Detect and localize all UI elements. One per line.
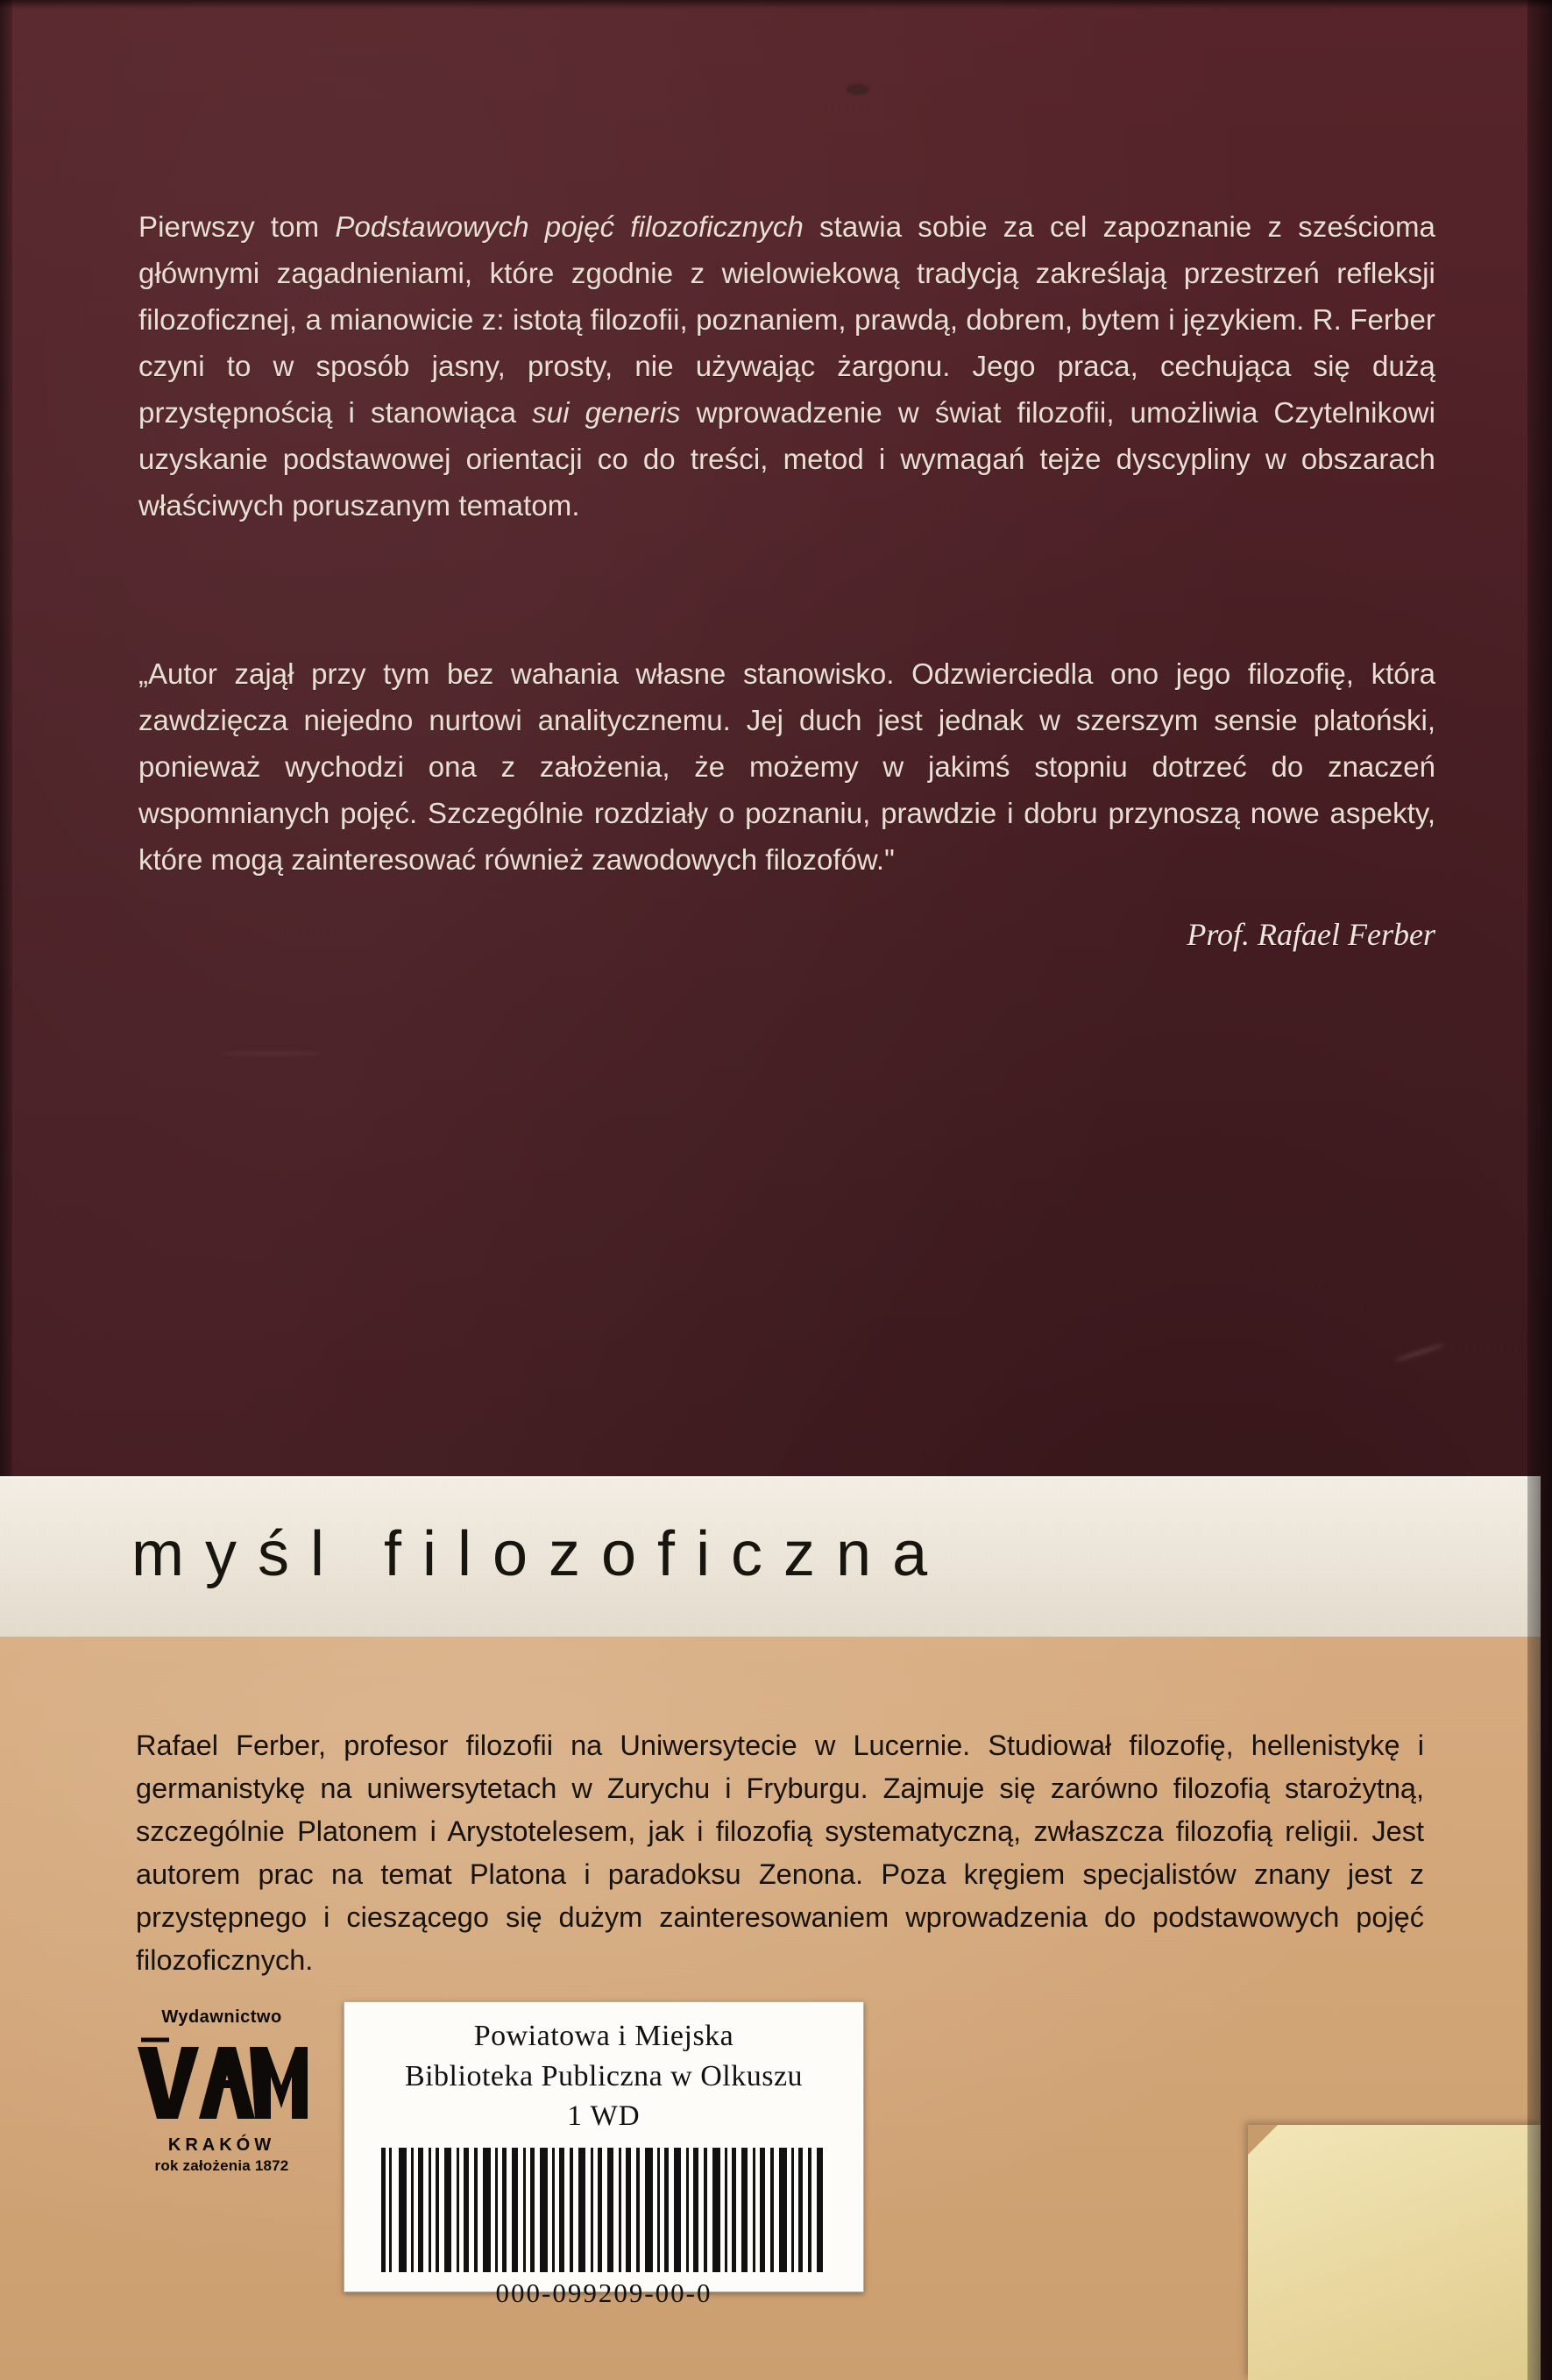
publisher-city: KRAKÓW [167, 2135, 276, 2155]
author-quote: „Autor zajął przy tym bez wahania własne stanowisko. Odzwierciedla ono jego filozofię, która zawdzięcza niejedno nurtowi analitycznemu. Jej duch jest jednak w szerszym sensie platoński, ponieważ wychodzi ona z założenia, że możemy w jakimś stopniu dotrzeć do znaczeń wspomnianych pojęć. Szczególnie rozdziały o poznaniu, prawdzie i dobru przynoszą nowe aspekty, które mogą zainteresować również zawodowych filozofów." [138, 657, 1435, 876]
publisher-logo [125, 2007, 318, 2175]
series-band [0, 1476, 1541, 1637]
barcode-number: 000-099209-00-0 [495, 2277, 712, 2308]
publisher-label: Wydawnictwo [161, 2007, 282, 2027]
barcode-icon [376, 2144, 832, 2276]
library-shelf-code: 1 WD [567, 2100, 641, 2132]
book-blurb: Pierwszy tom Podstawowych pojęć filozoficznych stawia sobie za cel zapoznanie z sześcioma głównymi zagadnieniami, które zgodnie z wielowiekową tradycją zakreślają przestrzeń refleksji filozoficznej, a mianowicie z: istotą filozofii, poznaniem, prawdą, dobrem, bytem i językiem. R. Ferber czyni to w sposób jasny, prosty, nie używając żargonu. Jego praca, cechująca się dużą przystępnością i stanowiąca sui generis wprowadzenie w świat filozofii, umożliwia Czytelnikowi uzyskanie podstawowej orientacji co do treści, metod i wymagań tejże dyscypliny w obszarach właściwych poruszanym tematom. [138, 210, 1436, 522]
wam-logo-icon [134, 2031, 309, 2126]
library-label [344, 2001, 864, 2308]
library-name-line-1: Powiatowa i Miejska [473, 2020, 734, 2052]
library-name-line-2: Biblioteka Publiczna w Olkuszu [404, 2060, 804, 2092]
sticky-note [1248, 2125, 1541, 2380]
sticky-note-fold [1248, 2125, 1278, 2155]
right-edge-shadow [1527, 0, 1552, 2380]
publisher-founded: rok założenia 1872 [154, 2157, 289, 2174]
author-biography: Rafael Ferber, profesor filozofii na Uniwersytecie w Lucernie. Studiował filozofię, hellenistykę i germanistykę na uniwersytetach w Zurychu i Fryburgu. Zajmuje się zarówno filozofią starożytną, szczególnie Platonem i Arystotelesem, jak i filozofią systematyczną, zwłaszcza filozofią religii. Jest autorem prac na temat Platona i paradoksu Zenona. Poza kręgiem specjalistów znany jest z przystępnego i cieszącego się dużym zainteresowaniem wprowadzenia do podstawowych pojęć filozoficznych. [136, 1730, 1424, 1976]
top-edge-shadow [0, 0, 1552, 9]
series-title: myśl filozoficzna [131, 1519, 949, 1589]
cover-scuff [1394, 1342, 1446, 1363]
cover-blemish [847, 84, 869, 95]
cover-scratch [219, 1052, 324, 1055]
quote-attribution: Prof. Rafael Ferber [1187, 917, 1435, 952]
